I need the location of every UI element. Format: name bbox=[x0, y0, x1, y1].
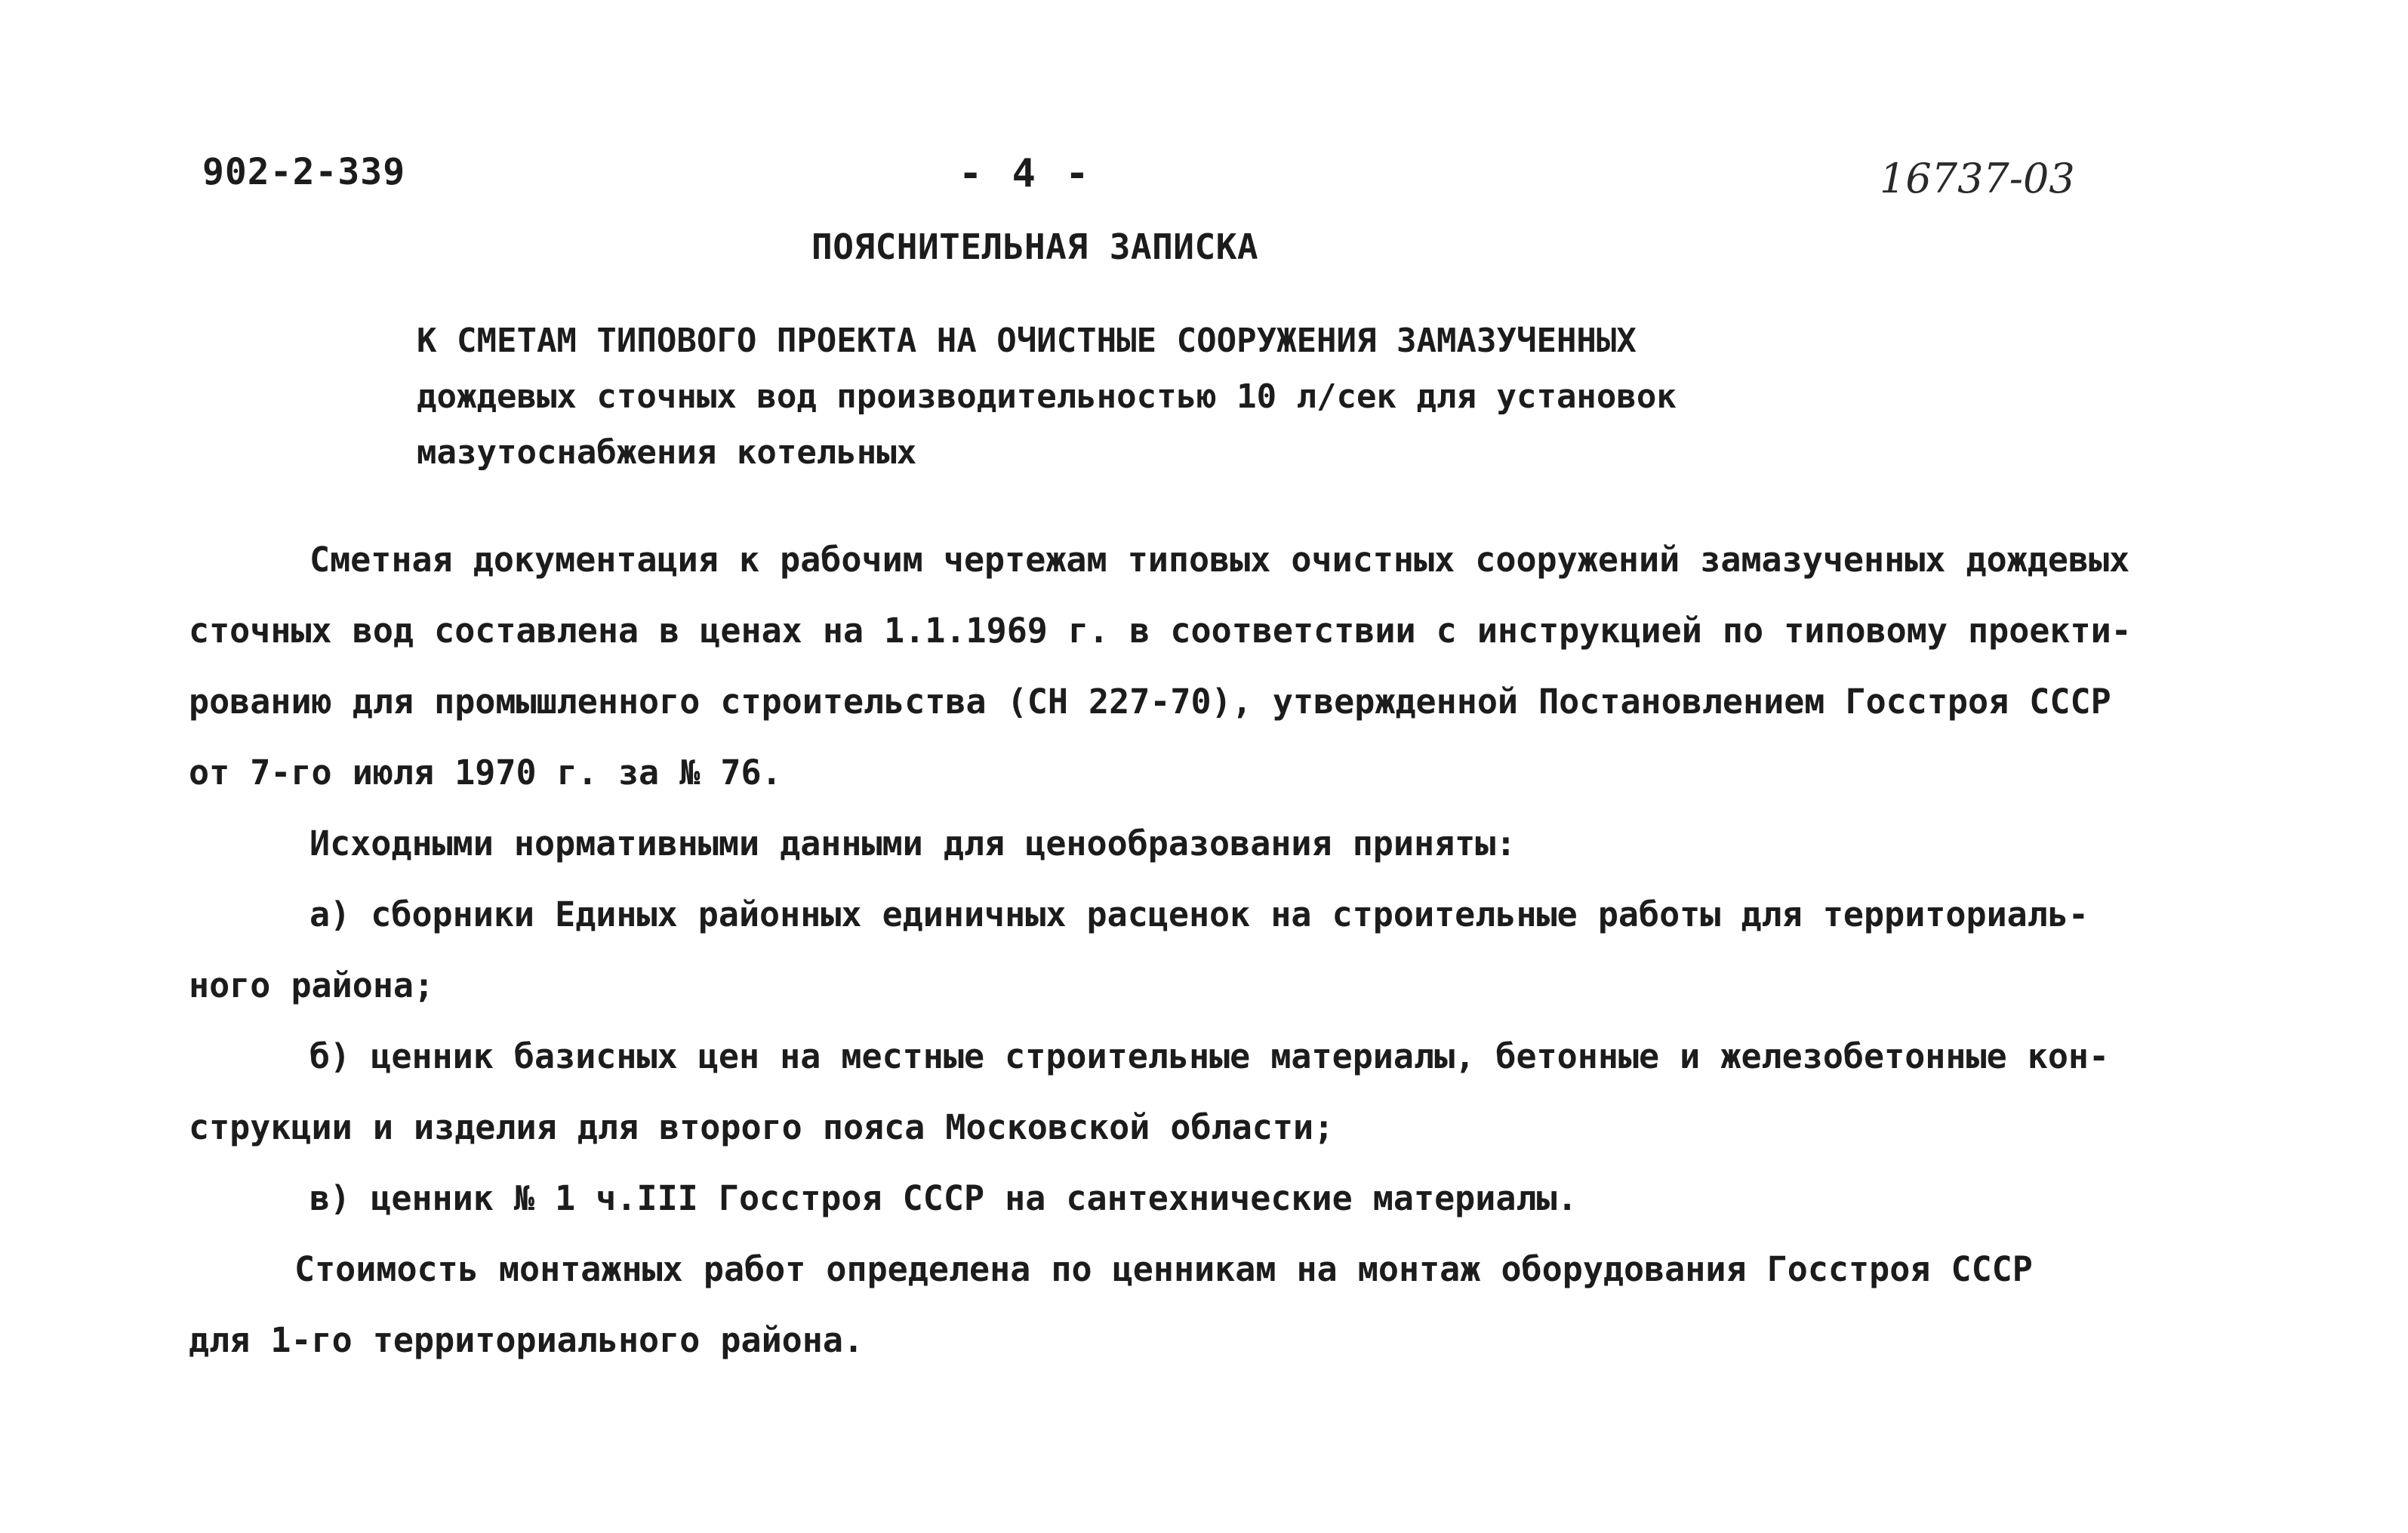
body-line: Исходными нормативными данными для ценообразования приняты: bbox=[309, 823, 1517, 863]
body-line: Стоимость монтажных работ определена по ценникам на монтаж оборудования Госстроя СССР bbox=[294, 1249, 2033, 1289]
subtitle-line: К СМЕТАМ ТИПОВОГО ПРОЕКТА НА ОЧИСТНЫЕ СООРУЖЕНИЯ ЗАМАЗУЧЕННЫХ bbox=[417, 322, 1637, 360]
document-body bbox=[189, 525, 2287, 1376]
body-line: ного района; bbox=[189, 965, 435, 1005]
body-line: а) сборники Единых районных единичных расценок на строительные работы для территориаль- bbox=[309, 894, 2089, 934]
document-title: ПОЯСНИТЕЛЬНАЯ ЗАПИСКА bbox=[811, 226, 1259, 267]
body-line: Сметная документация к рабочим чертежам типовых очистных сооружений замазученных дождевых bbox=[309, 540, 2130, 580]
body-line: сточных вод составлена в ценах на 1.1.1969 г. в соответствии с инструкцией по типовому проекти- bbox=[189, 611, 2132, 651]
subtitle-line: мазутоснабжения котельных bbox=[417, 433, 917, 472]
body-line: рованию для промышленного строительства (СН 227-70), утвержденной Постановлением Госстроя СССР bbox=[189, 682, 2111, 722]
subtitle-line: дождевых сточных вод производительностью 10 л/сек для установок bbox=[417, 377, 1677, 416]
document-subtitle bbox=[417, 313, 2077, 481]
body-line: б) ценник базисных цен на местные строительные материалы, бетонные и железобетонные кон- bbox=[309, 1036, 2110, 1076]
body-line: для 1-го территориального района. bbox=[189, 1320, 864, 1360]
body-line: в) ценник № 1 ч.III Госстроя СССР на сантехнические материалы. bbox=[309, 1178, 1578, 1218]
page-number: - 4 - bbox=[959, 151, 1092, 196]
handwritten-reference: 16737-03 bbox=[1880, 155, 2075, 202]
doc-code: 902-2-339 bbox=[202, 151, 406, 193]
body-line: от 7-го июля 1970 г. за № 76. bbox=[189, 753, 782, 793]
body-line: струкции и изделия для второго пояса Московской области; bbox=[189, 1107, 1335, 1147]
